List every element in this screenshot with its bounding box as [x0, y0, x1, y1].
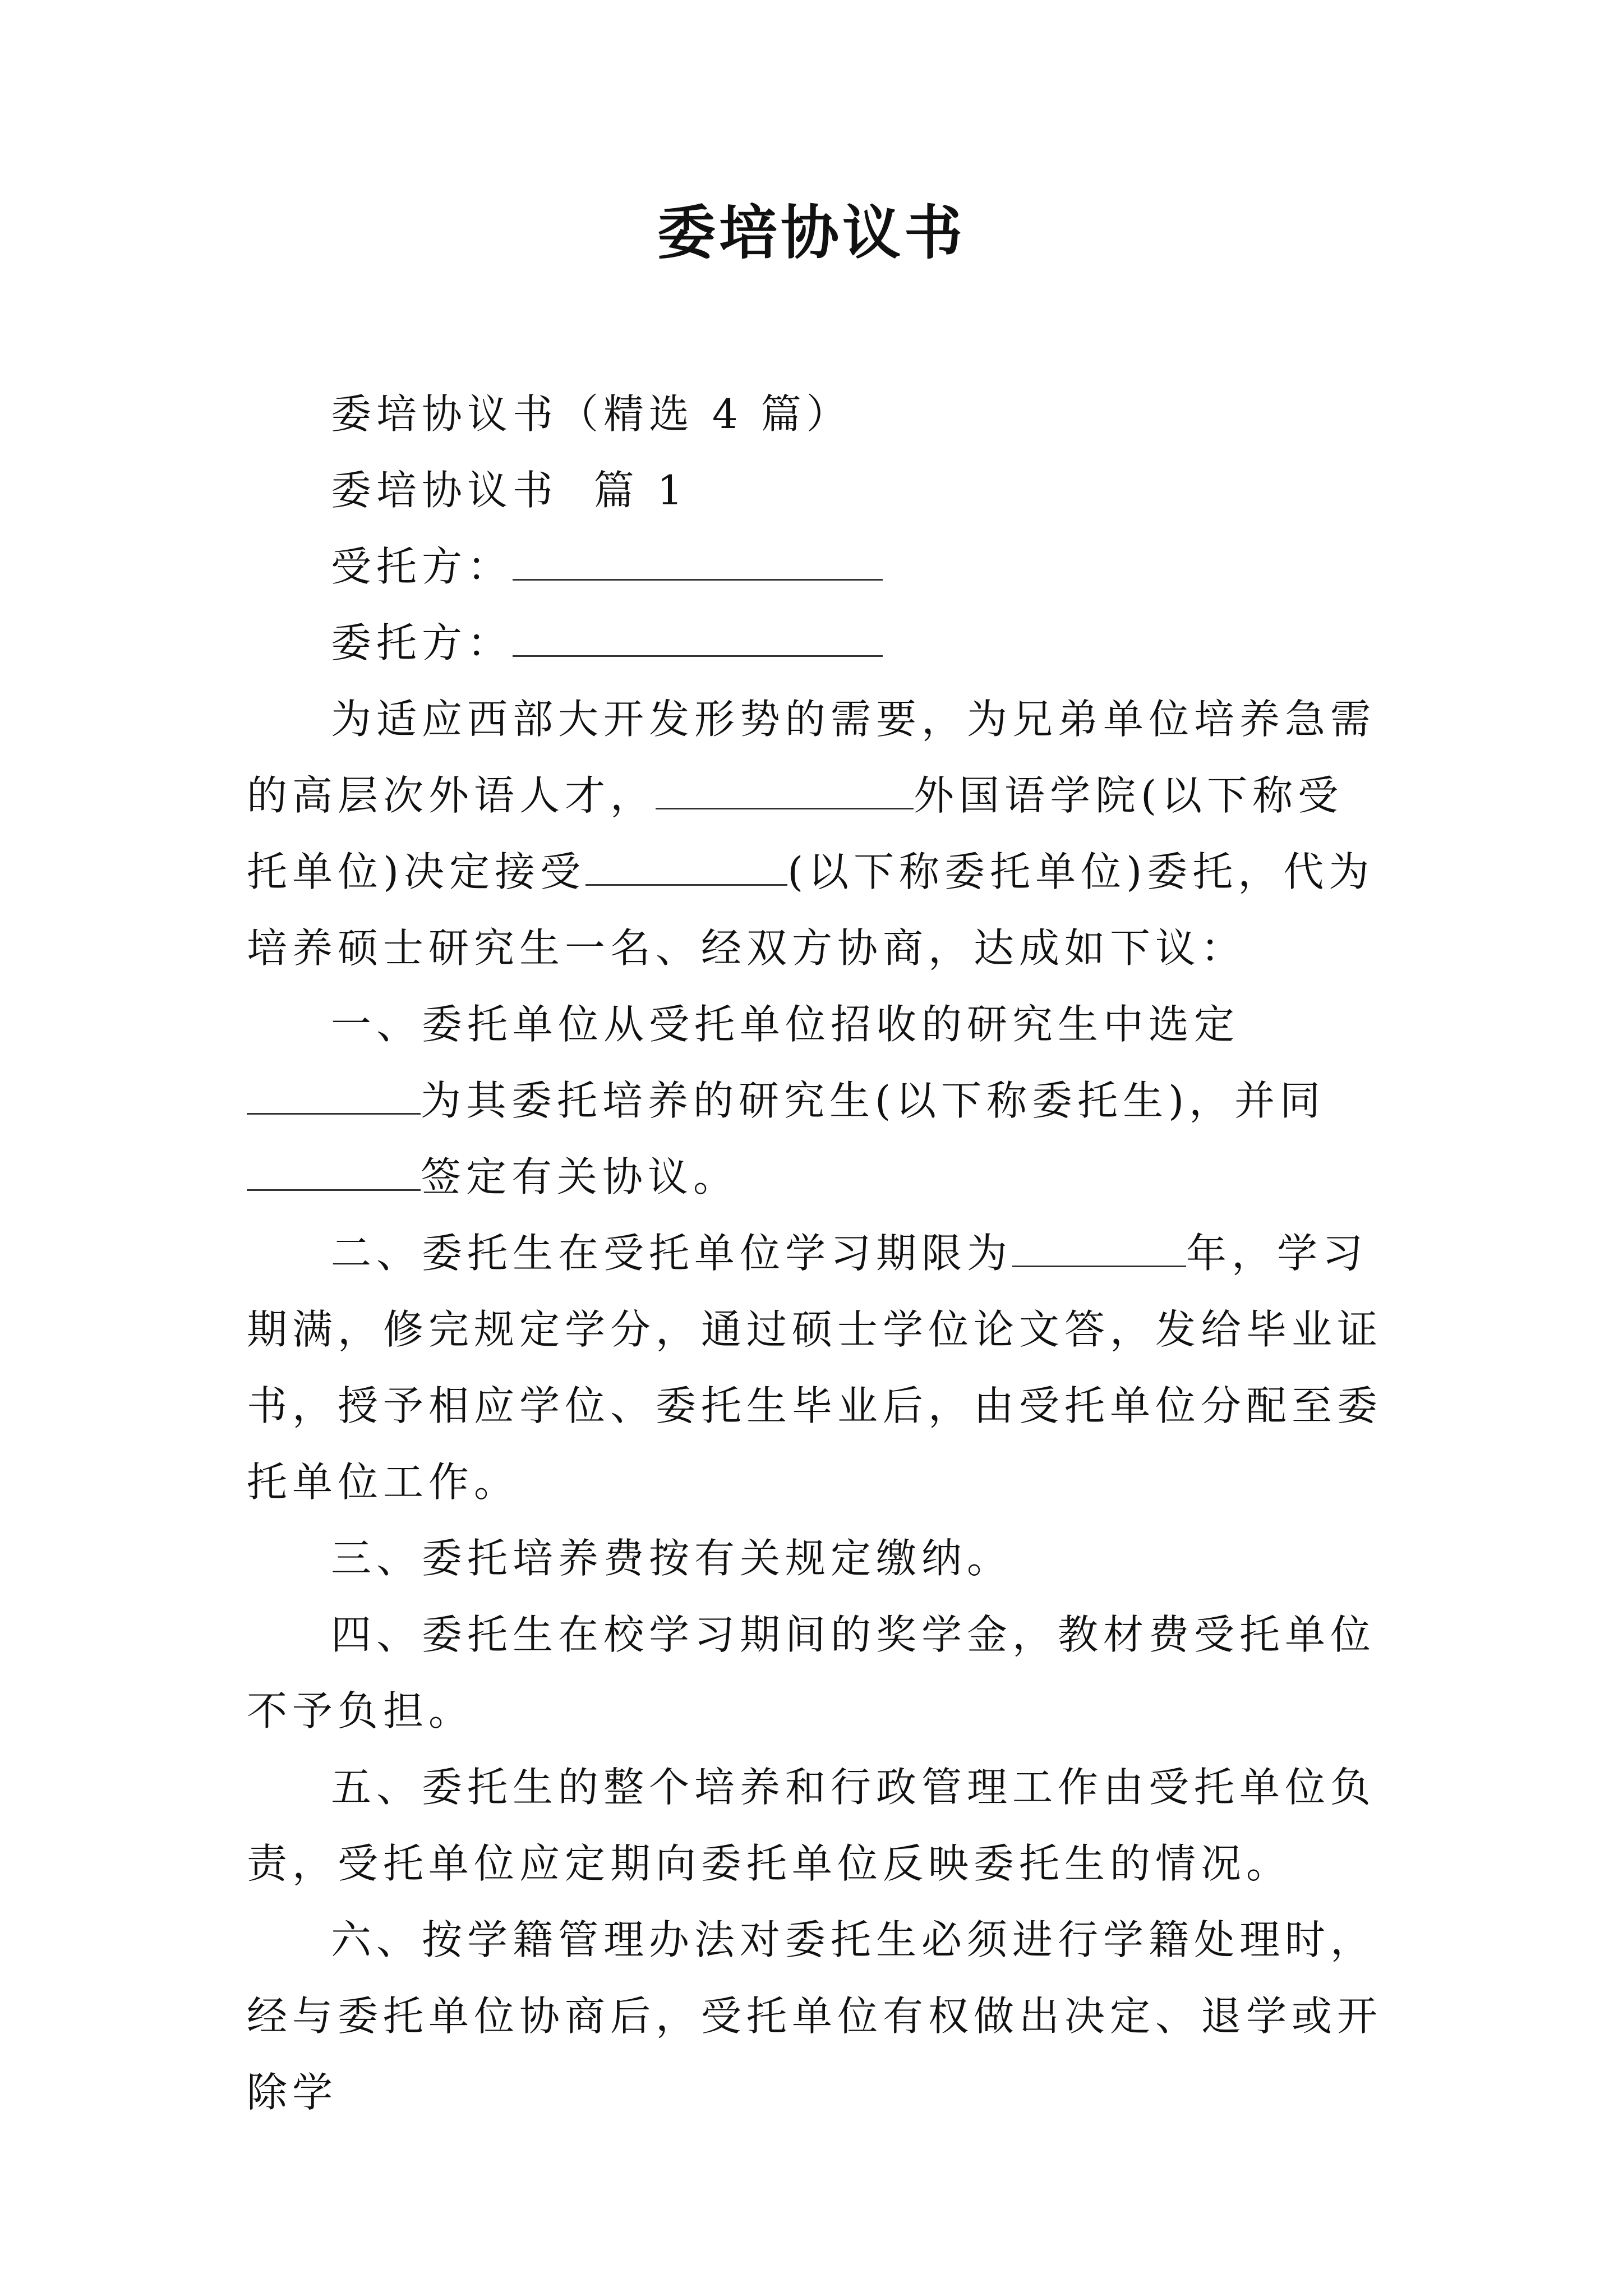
trustor-label: 委托方：: [331, 619, 513, 666]
clause-5: 五、委托生的整个培养和行政管理工作由受托单位负责，受托单位应定期向委托单位反映委托生的情况。: [247, 1764, 1376, 1887]
intro-text-2: 外国语学院(以下称受托单位)决定接受: [247, 772, 1344, 895]
clause-1-text-3: 签定有关协议。: [421, 1153, 739, 1200]
trustor-blank: [513, 624, 883, 657]
clause-2: [247, 1215, 1385, 1520]
trustee-line: [247, 528, 1385, 605]
clause-1-text-1: 一、委托单位从受托单位招收的研究生中选定: [331, 1001, 1240, 1048]
trustee-label: 受托方：: [331, 543, 513, 590]
trustor-line: [247, 605, 1385, 681]
clause-6: 六、按学籍管理办法对委托生必须进行学籍处理时，经与委托单位协商后，受托单位有权做出决定、退学或开除学: [247, 1916, 1383, 2116]
document-title: 委培协议书: [657, 198, 966, 267]
agreement-party-blank: [247, 1158, 421, 1191]
intro-text-1: 为适应西部大开发形势的需要，为兄弟单位培养急需的高层次外语人才，: [247, 696, 1376, 819]
clause-1-text-2: 为其委托培养的研究生(以下称委托生)，并同: [421, 1077, 1326, 1124]
clause-1: [247, 986, 1385, 1215]
institution-blank: [656, 776, 914, 809]
intro-paragraph: [247, 681, 1385, 986]
clause-3: 三、委托培养费按有关规定缴纳。: [331, 1535, 1013, 1582]
section-heading: 委培协议书 篇 1: [331, 467, 688, 514]
document-body: [247, 376, 1385, 2131]
clause-4: 四、委托生在校学习期间的奖学金，教材费受托单位不予负担。: [247, 1611, 1376, 1734]
subtitle: 委培协议书（精选 4 篇）: [331, 390, 852, 438]
study-years-blank: [1012, 1234, 1186, 1267]
student-name-blank: [247, 1082, 421, 1115]
clause-2-text-1: 二、委托生在受托单位学习期限为: [331, 1230, 1013, 1277]
clause-2-text-2: 年，学习期满，修完规定学分，通过硕士学位论文答，发给毕业证书，授予相应学位、委托生毕业后，由受托单位分配至委托单位工作。: [247, 1230, 1383, 1506]
intro-text-3: (以下称委托单位)委托，代为培养硕士研究生一名、经双方协商，达成如下议：: [247, 848, 1375, 972]
trustee-blank: [513, 547, 883, 581]
trustor-unit-blank: [585, 853, 787, 886]
